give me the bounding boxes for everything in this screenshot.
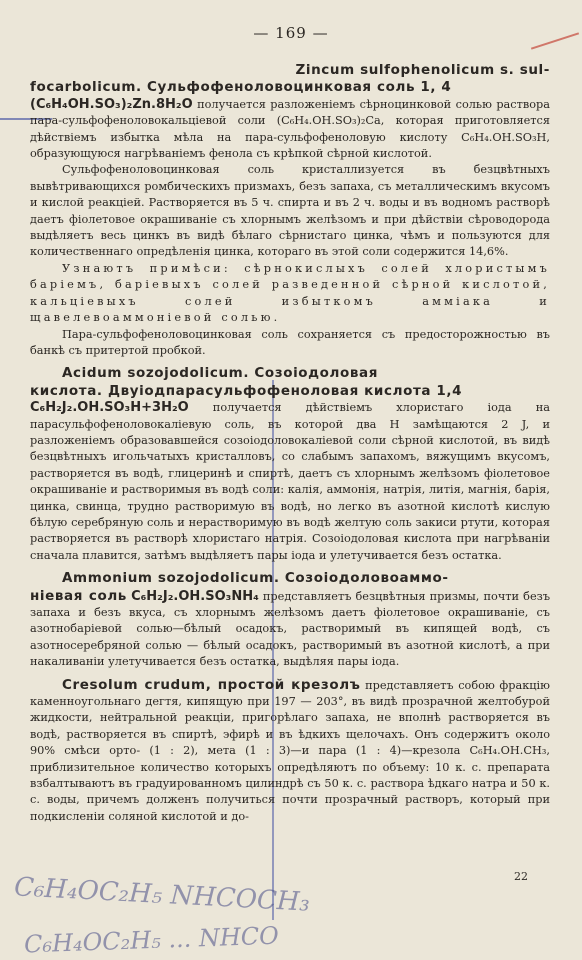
section-title-line-1: Ammonium sozojodolicum. Созоіодоловоаммо-: [62, 570, 449, 587]
signature-mark: 22: [514, 870, 528, 883]
section-title-line-1: Zincum sulfophenolicum s. sul-: [295, 62, 550, 78]
section-formula: C₆H₂J₂.OH.SO₃H+3H₂O: [30, 400, 189, 416]
paragraph: представляетъ безцвѣтныя призмы, почти безъ запаха и безъ вкуса, съ хлорнымъ желѣзомъ даетъ фіолетовое окрашиваніе, съ азотнобаріевой солью—бѣлый осадокъ, растворимый въ кипящей водѣ, съ азотносеребряной солью — бѣлый осадокъ, растворимый въ азотной кислотѣ, а при накаливаніи улетучивается безъ остатка, выдѣляя пары іода.: [30, 589, 551, 669]
section-title-line-1: Cresolum crudum, простой крезолъ: [62, 676, 361, 693]
section-title-line-2: focarbolicum. Сульфофеноловоцинковая соль 1, 4: [30, 79, 452, 96]
section-title-line-1: Acidum sozojodolicum. Созоіодоловая: [62, 365, 379, 382]
handwritten-formula-1: C₆H₄OC₂H₅ NHCOCH₃: [13, 872, 311, 918]
section-title-line-2: кислота. Двуіодпарасульфофеноловая кислота 1,4: [30, 382, 463, 399]
section-zincum-sulfophenolicum: [30, 62, 550, 359]
paragraph: Пара-сульфофеноловоцинковая соль сохраняется съ предосторожностью въ банкѣ съ притертой пробкой.: [30, 327, 550, 357]
paragraph: получается дѣйствіемъ хлористаго іода на парасульфофеноловокаліевую соль, въ которой два H замѣщаются 2 J, и разложеніемъ образовавшейся созоіодоловокаліевой соли сѣрной кислотой, въ видѣ безцвѣтныхъ игольчатыхъ кристалловъ, со слабымъ запахомъ, вяжущимъ вкусомъ, растворяется въ водѣ, глицеринѣ и спиртѣ, даетъ съ хлорнымъ желѣзомъ фіолетовое окрашиваніе и растворимыя въ водѣ соли: калія, аммонія, натрія, литія, магнія, барія, цинка, свинца, трудно растворимую въ водѣ, но легко въ азотной кислотѣ кислую бѣлую серебряную соль и нерастворимую въ водѣ желтую соль закиси ртути, которая растворяется въ растворѣ хлористаго натрія. Созоіодоловая кислота при нагрѣваніи сначала плавится, затѣмъ выдѣляетъ пары іода и улетучивается безъ остатка.: [30, 401, 550, 562]
section-formula: (C₆H₄OH.SO₃)₂Zn.8H₂O: [30, 96, 193, 112]
page-body: [30, 62, 550, 825]
section-formula: C₆H₂J₂.OH.SO₃NH₄: [131, 588, 259, 604]
section-ammonium-sozojodolicum: [30, 570, 550, 670]
paragraph: получается разложеніемъ сѣрноцинковой солью раствора пара-сульфофеноловокальціевой соли (C₆H₄.OH.SO₃)₂Ca, которая приготовляется дѣйствіемъ избытка мѣла на пара-сульфофеноловую кислоту C₆H₄.OH.SO₃H, образующуюся нагрѣваніемъ фенола съ крѣпкой сѣрной кислотой.: [30, 97, 550, 161]
page-number: — 169 —: [253, 24, 329, 42]
handwritten-formula-2: C₆H₄OC₂H₅ ... NHCO: [23, 921, 280, 959]
section-acidum-sozojodolicum: [30, 365, 550, 564]
paragraph: Узнаютъ примѣси: сѣрнокислыхъ солей хлористымъ баріемъ, баріевыхъ солей разведенной сѣрной кислотой, кальціевыхъ солей избыткомъ аммiака и щавелевоаммоніевой солью.: [30, 261, 550, 325]
paragraph: Сульфофеноловоцинковая соль кристаллизуется въ безцвѣтныхъ вывѣтривающихся ромбическихъ призмахъ, безъ запаха, съ металлическимъ вкусомъ и кислой реакціей. Растворяется въ 5 ч. спирта и въ 2 ч. воды и въ водномъ растворѣ даетъ фіолетовое окрашиваніе съ хлорнымъ желѣзомъ и при дѣйствіи сѣроводорода выдѣляетъ весь цинкъ въ видѣ бѣлаго сѣрнистаго цинка, чѣмъ и пользуются для количественнаго опредѣленія цинка, котораго въ этой соли содержится 14,6%.: [30, 163, 550, 259]
section-cresolum-crudum: [30, 677, 550, 826]
section-title-line-2: ніевая соль: [30, 587, 127, 604]
paragraph: представляетъ собою фракцію каменноугольнаго дегтя, кипящую при 197 — 203°, въ видѣ прозрачной желтобурой жидкости, нейтральной реакціи, пригорѣлаго запаха, не вполнѣ растворяется въ водѣ, растворяется въ спиртѣ, эфирѣ и въ ѣдкихъ щелочахъ. Онъ содержитъ около 90% смѣси орто- (1 : 2), мета (1 : 3)—и пара (1 : 4)—крезола C₆H₄.OH.CH₃, приблизительное количество которыхъ опредѣляютъ по объему: 10 к. с. препарата взбалтываютъ въ градуированномъ цилиндрѣ съ 50 к. с. раствора ѣдкаго натра и 50 к. с. воды, причемъ долженъ получиться почти прозрачный растворъ, который при подкисленіи соляной кислотой и до-: [30, 678, 551, 823]
